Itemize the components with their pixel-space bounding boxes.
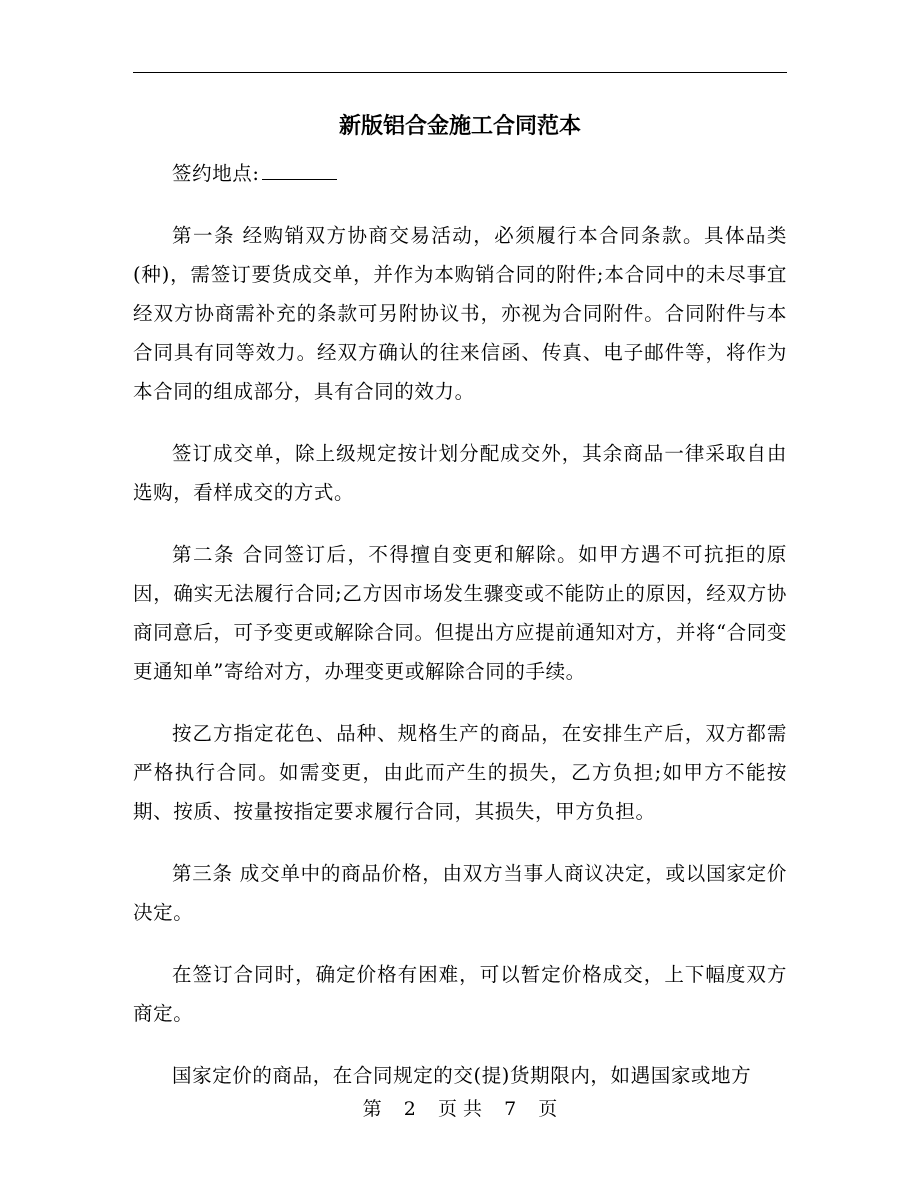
paragraph: 签订成交单，除上级规定按计划分配成交外，其余商品一律采取自由选购，看样成交的方式。 [133, 442, 787, 504]
sign-location-label: 签约地点: [172, 162, 260, 185]
sign-location-blank [262, 179, 337, 180]
paragraph: 第三条 成交单中的商品价格，由双方当事人商议决定，或以国家定价决定。 [133, 862, 787, 924]
document-title: 新版铝合金施工合同范本 [338, 113, 581, 139]
sign-location [133, 154, 787, 193]
page-footer [133, 1094, 787, 1124]
footer-suffix: 页 [538, 1098, 558, 1120]
document-body [133, 154, 787, 1118]
paragraph: 按乙方指定花色、品种、规格生产的商品，在安排生产后，双方都需严格执行合同。如需变更，由此而产生的损失，乙方负担;如甲方不能按期、按质、按量按指定要求履行合同，其损失，甲方负担。 [133, 722, 787, 823]
paragraph: 第二条 合同签订后，不得擅自变更和解除。如甲方遇不可抗拒的原因，确实无法履行合同;乙方因市场发生骤变或不能防止的原因，经双方协商同意后，可予变更或解除合同。但提出方应提前通知对方，并将“合同变更通知单”寄给对方，办理变更或解除合同的手续。 [133, 543, 787, 683]
paragraph: 在签订合同时，确定价格有困难，可以暂定价格成交，上下幅度双方商定。 [133, 963, 787, 1025]
header-rule [133, 72, 787, 73]
current-page-number: 2 [403, 1098, 416, 1120]
paragraph: 第一条 经购销双方协商交易活动，必须履行本合同条款。具体品类(种)，需签订要货成交单，并作为本购销合同的附件;本合同中的未尽事宜经双方协商需补充的条款可另附协议书，亦视为合同附件。合同附件与本合同具有同等效力。经双方确认的往来信函、传真、电子邮件等，将作为本合同的组成部分，具有合同的效力。 [133, 224, 787, 403]
paragraph: 国家定价的商品，在合同规定的交(提)货期限内，如遇国家或地方 [172, 1064, 752, 1087]
total-pages-number: 7 [504, 1098, 517, 1120]
footer-prefix: 第 [362, 1098, 382, 1120]
footer-mid: 页 共 [437, 1098, 483, 1120]
